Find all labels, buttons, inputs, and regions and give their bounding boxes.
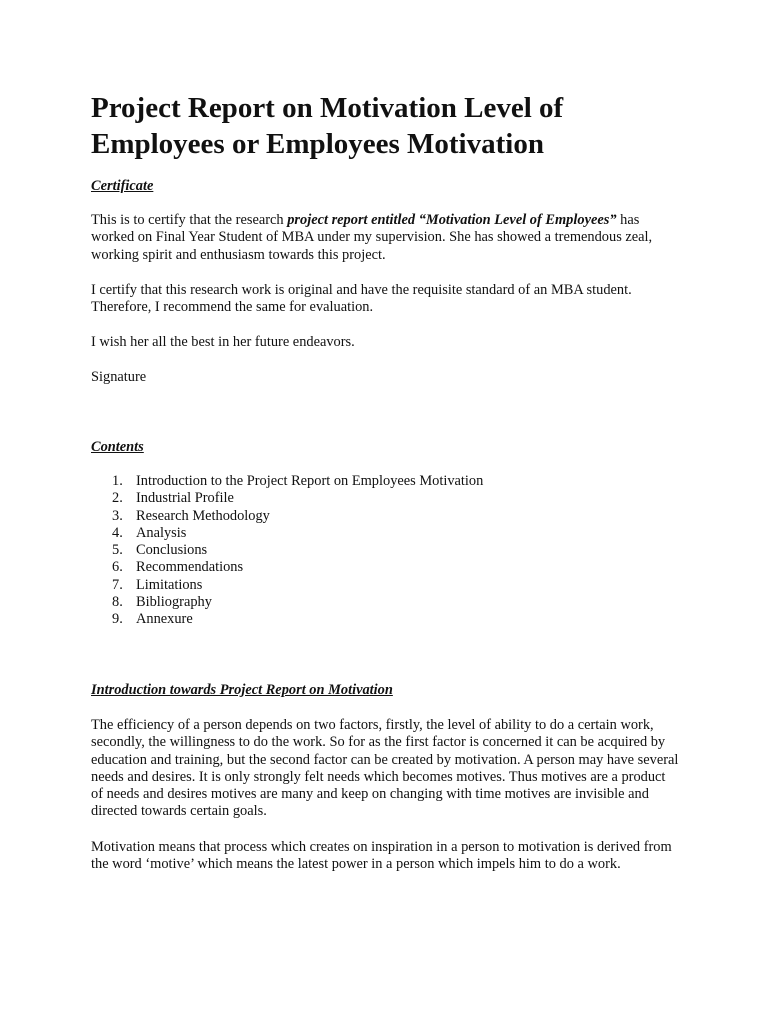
list-item-number: 1.	[112, 473, 123, 489]
list-item-number: 7.	[112, 576, 123, 593]
certificate-paragraph-1	[91, 212, 681, 264]
certificate-paragraph-3: I wish her all the best in her future endeavors.	[91, 334, 355, 350]
introduction-paragraph-2: Motivation means that process which creates on inspiration in a person to motivation is derived from the word ‘motive’ which means the latest power in a person which impels him to do a work.	[91, 839, 672, 873]
list-item-number: 2.	[112, 490, 123, 507]
contents-heading: Contents	[91, 439, 144, 455]
certificate-paragraph-2: I certify that this research work is original and have the requisite standard of an MBA student. Therefore, I recommend the same for evaluation.	[91, 282, 632, 316]
list-item-label: Industrial Profile	[136, 490, 234, 507]
list-item-label: Introduction to the Project Report on Employees Motivation	[136, 473, 484, 489]
certificate-p1-emphasis: project report entitled “Motivation Level of Employees”	[287, 212, 617, 228]
list-item-number: 5.	[112, 542, 123, 559]
list-item-label: Analysis	[136, 524, 187, 541]
list-item-label: Conclusions	[136, 542, 208, 559]
list-item-label: Annexure	[136, 611, 193, 628]
list-item-number: 4.	[112, 524, 123, 541]
document-title: Project Report on Motivation Level of Employees or Employees Motivation	[91, 92, 564, 160]
list-item-label: Bibliography	[136, 594, 212, 611]
list-item-number: 3.	[112, 507, 123, 524]
list-item-number: 6.	[112, 559, 123, 576]
signature-label: Signature	[91, 369, 147, 385]
introduction-heading: Introduction towards Project Report on Motivation	[91, 682, 393, 698]
introduction-paragraph-1: The efficiency of a person depends on two factors, firstly, the level of ability to do a certain work, secondly, the willingness to do the work. So for as the first factor is concerned it can be acquired by education and training, but the second factor can be created by motivation. A person may have several needs and desires. It is only strongly felt needs which becomes motives. Thus motives are a product of needs and desires motives are many and keep on changing with time motives are invisible and directed towards certain goals.	[91, 717, 679, 820]
list-item-number: 8.	[112, 594, 123, 611]
list-item-label: Research Methodology	[136, 507, 270, 524]
list-item-label: Recommendations	[136, 559, 244, 576]
certificate-heading: Certificate	[91, 178, 154, 194]
list-item-number: 9.	[112, 611, 123, 628]
certificate-p1-text-start: This is to certify that the research	[91, 212, 288, 228]
list-item-label: Limitations	[136, 576, 203, 593]
certificate-p1-text-end: has worked on Final Year Student of MBA under my supervision. She has showed a tremendous zeal, working spirit and enthusiasm towards this project.	[91, 212, 653, 263]
